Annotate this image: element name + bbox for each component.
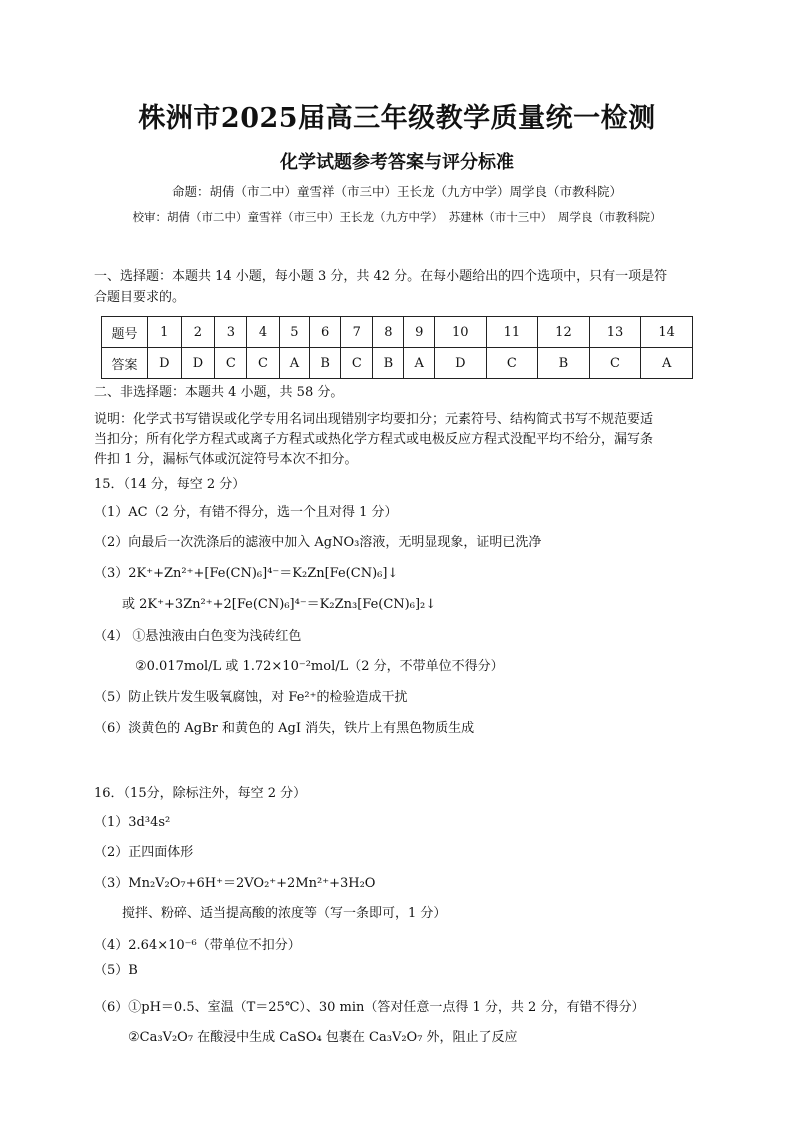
page-subtitle: 化学试题参考答案与评分标准 — [280, 152, 514, 173]
table-cell: 3 — [215, 317, 247, 348]
section1-intro-line2: 合题目要求的。 — [94, 290, 186, 305]
table-cell: D — [181, 348, 215, 379]
section2-note-line2: 当扣分；所有化学方程式或离子方程式或热化学方程式或电极反应方程式没配平均不给分，漏写条 — [94, 432, 654, 447]
table-cell: B — [310, 348, 341, 379]
q15-header: 15．（14 分，每空 2 分） — [94, 477, 246, 492]
table-cell: A — [404, 348, 435, 379]
q16-answer-3: （3）Mn₂V₂O₇+6H⁺＝2VO₂⁺+2Mn²⁺+3H₂O — [94, 876, 376, 891]
table-cell: B — [373, 348, 404, 379]
q16-answer-1: （1）3d³4s² — [94, 815, 171, 830]
table-cell: A — [279, 348, 310, 379]
table-row-numbers — [102, 317, 693, 348]
q16-answer-2: （2）正四面体形 — [94, 845, 194, 860]
section2-note-line1: 说明：化学式书写错误或化学专用名词出现错别字均要扣分；元素符号、结构简式书写不规范要适 — [94, 412, 654, 427]
table-cell: C — [247, 348, 279, 379]
table-cell: 1 — [148, 317, 182, 348]
table-cell: D — [148, 348, 182, 379]
q15-answer-6: （6）淡黄色的 AgBr 和黄色的 AgI 消失，铁片上有黑色物质生成 — [94, 721, 475, 736]
table-cell: 13 — [589, 317, 641, 348]
section2-note-line3: 件扣 1 分，漏标气体或沉淀符号本次不扣分。 — [94, 452, 358, 467]
table-cell: 11 — [486, 317, 538, 348]
q16-answer-6-part2: ②Ca₃V₂O₇ 在酸浸中生成 CaSO₄ 包裹在 Ca₃V₂O₇ 外，阻止了反应 — [128, 1030, 518, 1045]
answer-table — [101, 316, 693, 379]
reviewers-line: 校审：胡倩（市二中）童雪祥（市三中）王长龙（九方中学） 苏建林（市十三中） 周学良（市教科院） — [132, 210, 662, 224]
authors-line: 命题：胡倩（市二中）童雪祥（市三中）王长龙（九方中学）周学良（市教科院） — [171, 184, 622, 199]
table-cell: 2 — [181, 317, 215, 348]
table-cell: 14 — [641, 317, 693, 348]
table-cell: 7 — [341, 317, 373, 348]
table-cell: 5 — [279, 317, 310, 348]
q16-answer-4: （4）2.64×10⁻⁶（带单位不扣分） — [94, 938, 301, 953]
table-header-cell: 答案 — [102, 348, 148, 379]
q15-answer-4: （4） ①悬浊液由白色变为浅砖红色 — [94, 629, 302, 644]
q16-answer-3-part2: 搅拌、粉碎、适当提高酸的浓度等（写一条即可，1 分） — [122, 906, 447, 921]
q15-answer-4-part2: ②0.017mol/L 或 1.72×10⁻²mol/L（2 分，不带单位不得分） — [135, 659, 504, 674]
table-cell: 12 — [538, 317, 590, 348]
table-cell: 6 — [310, 317, 341, 348]
table-cell: 9 — [404, 317, 435, 348]
table-cell: C — [486, 348, 538, 379]
table-cell: 8 — [373, 317, 404, 348]
q15-answer-1: （1）AC（2 分，有错不得分，选一个且对得 1 分） — [94, 505, 398, 520]
q15-answer-5: （5）防止铁片发生吸氧腐蚀，对 Fe²⁺的检验造成干扰 — [94, 690, 408, 705]
q15-answer-3-alt: 或 2K⁺+3Zn²⁺+2[Fe(CN)₆]⁴⁻＝K₂Zn₃[Fe(CN)₆]₂↓ — [122, 597, 437, 612]
table-cell: C — [589, 348, 641, 379]
table-cell: A — [641, 348, 693, 379]
page-title: 株洲市2025届高三年级教学质量统一检测 — [138, 103, 656, 134]
q15-answer-3: （3）2K⁺+Zn²⁺+[Fe(CN)₆]⁴⁻＝K₂Zn[Fe(CN)₆]↓ — [94, 566, 399, 581]
table-cell: C — [215, 348, 247, 379]
table-cell: 4 — [247, 317, 279, 348]
table-cell: 10 — [435, 317, 487, 348]
table-row-answers — [102, 348, 693, 379]
section2-title: 二、非选择题：本题共 4 小题，共 58 分。 — [94, 385, 344, 400]
table-cell: D — [435, 348, 487, 379]
section1-intro-line1: 一、选择题：本题共 14 小题，每小题 3 分，共 42 分。在每小题给出的四个选项中，只有一项是符 — [94, 269, 668, 284]
table-cell: B — [538, 348, 590, 379]
q16-answer-6: （6）①pH＝0.5、室温（T＝25℃）、30 min（答对任意一点得 1 分，共 2 分，有错不得分） — [94, 1000, 645, 1015]
q16-header: 16．（15分，除标注外，每空 2 分） — [94, 786, 307, 801]
table-header-cell: 题号 — [102, 317, 148, 348]
q16-answer-5: （5）B — [94, 963, 138, 978]
table-cell: C — [341, 348, 373, 379]
q15-answer-2: （2）向最后一次洗涤后的滤液中加入 AgNO₃溶液，无明显现象，证明已洗净 — [94, 535, 542, 550]
